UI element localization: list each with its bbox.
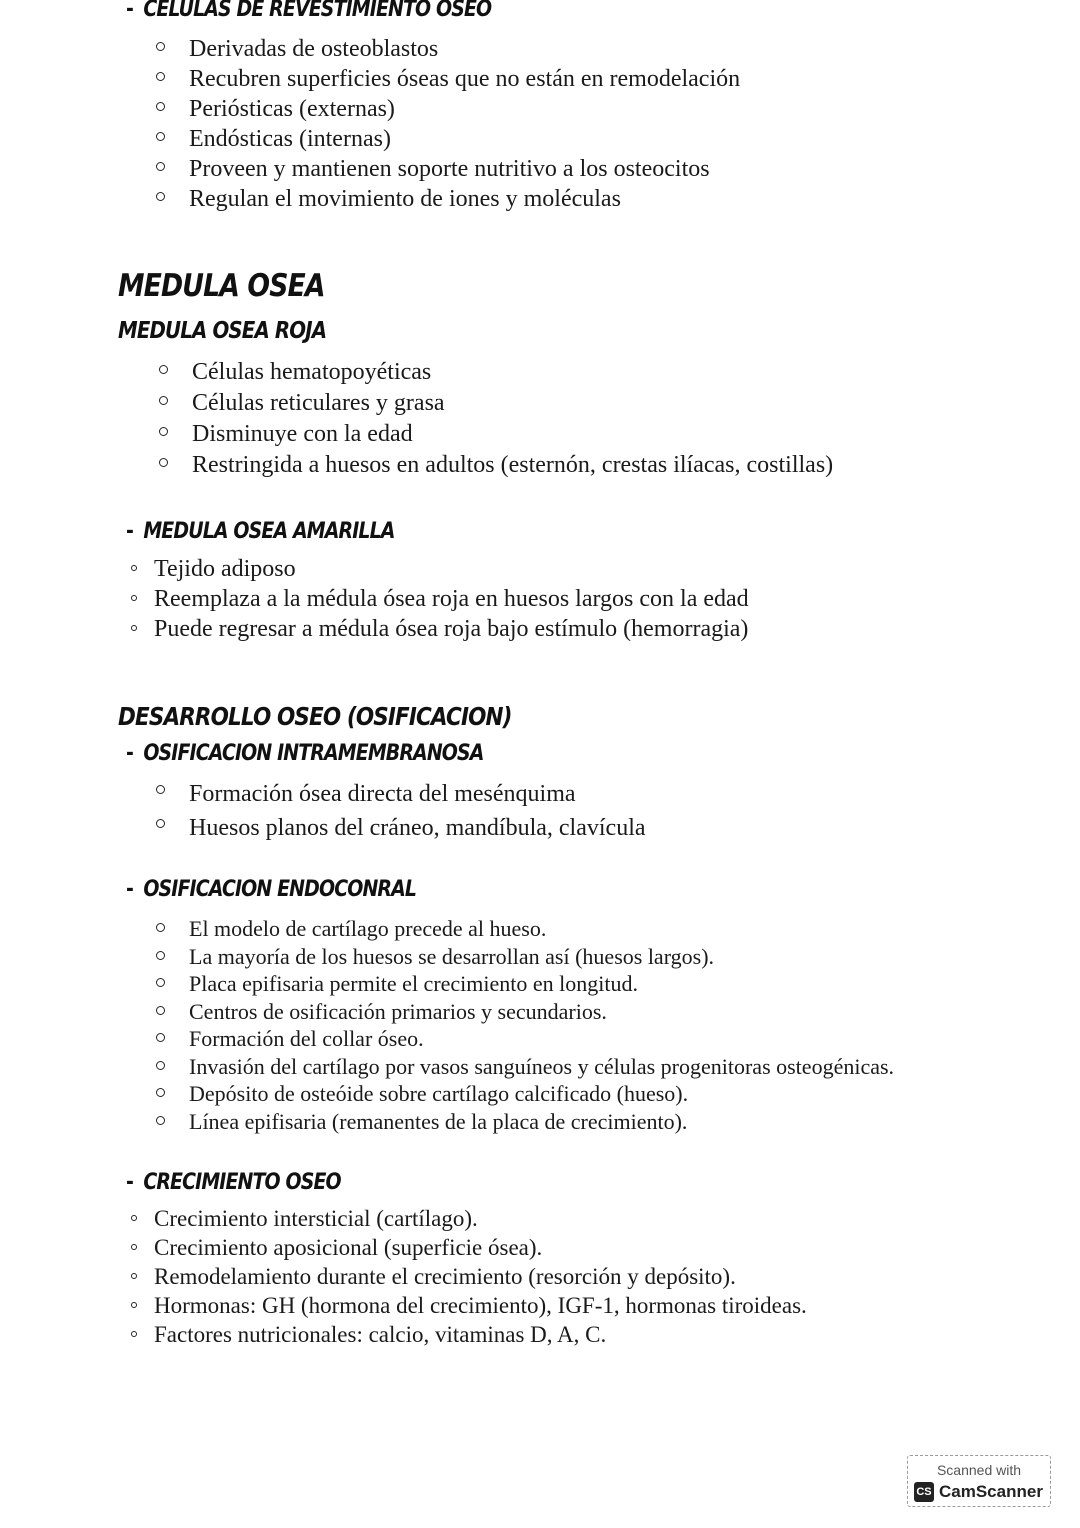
list-item: Invasión del cartílago por vasos sanguíneos y células progenitoras osteogénicas. <box>189 1053 895 1079</box>
heading-medula-osea-roja: MEDULA OSEA ROJA <box>118 318 327 344</box>
list-item: Regulan el movimiento de iones y moléculas <box>189 184 740 214</box>
list-revestimiento <box>189 34 740 214</box>
heading-desarrollo-oseo: DESARROLLO OSEO (OSIFICACION) <box>118 702 512 731</box>
heading-osificacion-endocondral: - OSIFICACION ENDOCONRAL <box>126 877 417 902</box>
list-item: Placa epifisaria permite el crecimiento en longitud. <box>189 970 894 998</box>
watermark-caption: Scanned with <box>936 1462 1022 1478</box>
list-item: Derivadas de osteoblastos <box>189 34 740 64</box>
heading-osificacion-intramembranosa: - OSIFICACION INTRAMEMBRANOSA <box>126 741 484 766</box>
list-item: Centros de osificación primarios y secundarios. <box>189 998 894 1026</box>
list-item: Periósticas (externas) <box>189 94 740 124</box>
heading-crecimiento-oseo: - CRECIMIENTO OSEO <box>126 1170 341 1195</box>
list-item: Línea epifisaria (remanentes de la placa de crecimiento). <box>189 1108 894 1136</box>
list-intramembranosa <box>189 777 646 845</box>
list-item: Células reticulares y grasa <box>192 388 833 419</box>
list-item: Formación del collar óseo. <box>189 1025 894 1053</box>
list-item: Células hematopoyéticas <box>192 357 833 388</box>
list-item: Factores nutricionales: calcio, vitaminas D, A, C. <box>154 1320 807 1349</box>
list-item: Puede regresar a médula ósea roja bajo estímulo (hemorragia) <box>154 616 749 642</box>
list-item: Tejido adiposo <box>154 554 749 584</box>
list-medula-amarilla <box>154 554 749 644</box>
heading-medula-osea-amarilla: - MEDULA OSEA AMARILLA <box>126 519 395 544</box>
list-item: Depósito de osteóide sobre cartílago calcificado (hueso). <box>189 1080 894 1108</box>
list-item: La mayoría de los huesos se desarrollan así (huesos largos). <box>189 943 894 971</box>
camscanner-watermark <box>907 1455 1051 1507</box>
list-medula-roja <box>192 357 833 481</box>
list-endocondral <box>189 915 894 1135</box>
heading-celulas-revestimiento: - CELULAS DE REVESTIMIENTO OSEO <box>126 0 492 22</box>
list-crecimiento <box>154 1204 807 1349</box>
list-item: Crecimiento intersticial (cartílago). <box>154 1204 807 1233</box>
list-item: Reemplaza a la médula ósea roja en huesos largos con la edad <box>154 586 749 612</box>
list-item: Restringida a huesos en adultos (esternón, crestas ilíacas, costillas) <box>192 450 833 481</box>
list-item: Proveen y mantienen soporte nutritivo a los osteocitos <box>189 154 740 184</box>
list-item: Crecimiento aposicional (superficie ósea). <box>154 1233 807 1262</box>
list-item: Recubren superficies óseas que no están en remodelación <box>189 66 741 92</box>
list-item: Remodelamiento durante el crecimiento (resorción y depósito). <box>154 1262 807 1291</box>
list-item: Formación ósea directa del mesénquima <box>189 777 646 811</box>
watermark-brand: CamScanner <box>939 1482 1043 1501</box>
list-item: Huesos planos del cráneo, mandíbula, clavícula <box>189 811 646 845</box>
list-item: Endósticas (internas) <box>189 124 740 154</box>
camscanner-logo-icon: CS <box>914 1482 934 1502</box>
list-item: Hormonas: GH (hormona del crecimiento), IGF-1, hormonas tiroideas. <box>154 1293 807 1318</box>
heading-medula-osea: MEDULA OSEA <box>118 268 325 304</box>
list-item: El modelo de cartílago precede al hueso. <box>189 915 894 943</box>
list-item: Disminuye con la edad <box>192 419 833 450</box>
